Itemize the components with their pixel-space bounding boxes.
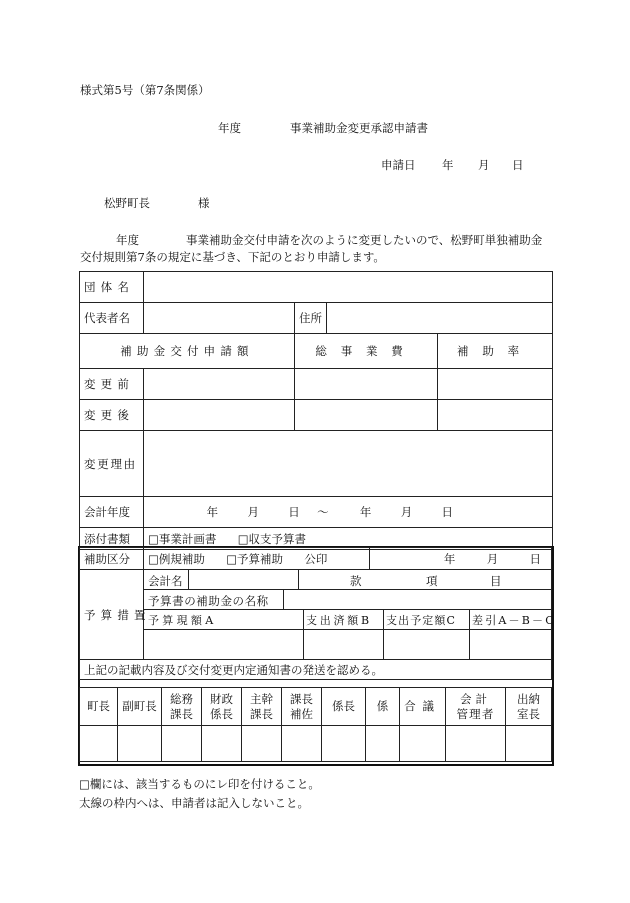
reason-field[interactable] — [144, 431, 553, 497]
fiscal-year-label: 会計年度 — [80, 497, 144, 528]
body-text-line1: 事業補助金交付申請を次のように変更したいので、松野町単独補助金 — [186, 233, 543, 247]
class-regular-checkbox[interactable]: □例規補助 — [148, 551, 205, 566]
kan-label: 款 — [350, 574, 362, 588]
row-after-label: 変更後 — [80, 400, 144, 431]
reason-label: 変更理由 — [80, 431, 144, 497]
stamp-deputy-mayor[interactable] — [118, 726, 162, 762]
before-grant-amount[interactable] — [144, 369, 295, 400]
stamp-staff[interactable] — [366, 726, 400, 762]
subsidy-class-label: 補助区分 — [80, 548, 144, 570]
approval-note: 上記の記載内容及び交付変更内定通知書の発送を認める。 — [80, 660, 552, 680]
spent-field[interactable] — [304, 630, 384, 660]
approver-finance: 財政 係長 — [202, 688, 242, 726]
note-checkbox: □欄には、該当するものにレ印を付けること。 — [79, 777, 320, 791]
public-seal-label: 公印 — [304, 551, 328, 566]
budget-measure-label: 予算措置 — [80, 570, 144, 660]
group-name-field[interactable] — [144, 272, 553, 303]
fy-month: 月 — [247, 505, 259, 519]
stamp-general-affairs[interactable] — [162, 726, 202, 762]
attachment-budget-checkbox[interactable]: □収支予算書 — [237, 531, 307, 546]
stamp-mayor[interactable] — [80, 726, 118, 762]
address-label: 住所 — [295, 303, 327, 334]
address-field[interactable] — [327, 303, 553, 334]
grant-name-label: 予算書の補助金の名称 — [148, 594, 269, 608]
document-title: 事業補助金変更承認申請書 — [290, 121, 428, 135]
before-total-cost[interactable] — [295, 369, 438, 400]
representative-label: 代表者名 — [80, 303, 144, 334]
approver-consultation: 合議 — [400, 688, 446, 726]
stamp-finance[interactable] — [202, 726, 242, 762]
seal-year: 年 — [443, 552, 456, 566]
fy-day-end: 日 — [441, 505, 454, 519]
office-use-table — [79, 547, 556, 680]
stamp-accounting[interactable] — [446, 726, 506, 762]
before-rate[interactable] — [438, 369, 553, 400]
stamp-consultation[interactable] — [400, 726, 446, 762]
fy-year-end: 年 — [359, 505, 372, 519]
apply-date-label: 申請日 — [381, 158, 416, 172]
col-grant-amount: 補助金交付申請額 — [80, 334, 295, 369]
title-year-label: 年度 — [218, 121, 241, 135]
approver-section-chief: 係長 — [322, 688, 366, 726]
body-text-line2: 交付規則第7条の規定に基づき、下記のとおり申請します。 — [80, 250, 385, 264]
approver-staff: 係 — [366, 688, 400, 726]
after-total-cost[interactable] — [295, 400, 438, 431]
spent-label: 支出済額B — [304, 610, 384, 630]
class-budget-checkbox[interactable]: □予算補助 — [226, 551, 284, 566]
fy-day: 日 — [288, 505, 300, 519]
apply-date-year: 年 — [442, 158, 454, 172]
col-total-cost: 総事業費 — [295, 334, 438, 369]
fiscal-year-field[interactable] — [144, 497, 553, 528]
representative-field[interactable] — [144, 303, 295, 334]
balance-field[interactable] — [470, 630, 552, 660]
stamp-assistant[interactable] — [282, 726, 322, 762]
planned-label: 支出予定額C — [384, 610, 470, 630]
apply-date-day: 日 — [512, 158, 524, 172]
approval-table — [79, 687, 552, 762]
stamp-treasury[interactable] — [506, 726, 552, 762]
seal-day: 日 — [529, 552, 542, 566]
approver-treasury: 出納 室長 — [506, 688, 552, 726]
body-year-label: 年度 — [116, 233, 139, 247]
approver-deputy-mayor: 副町長 — [118, 688, 162, 726]
approver-chief: 主幹 課長 — [242, 688, 282, 726]
row-before-label: 変更前 — [80, 369, 144, 400]
col-rate: 補助率 — [438, 334, 553, 369]
attachments-label: 添付書類 — [80, 528, 144, 550]
fy-month-end: 月 — [400, 505, 413, 519]
moku-label: 目 — [490, 574, 502, 588]
approver-general-affairs: 総務 課長 — [162, 688, 202, 726]
kou-label: 項 — [426, 574, 438, 588]
approver-mayor: 町長 — [80, 688, 118, 726]
attachment-plan-checkbox[interactable]: □事業計画書 — [148, 531, 217, 546]
fy-tilde: 〜 — [317, 505, 329, 519]
budget-current-field[interactable] — [144, 630, 304, 660]
account-name-label: 会計名 — [148, 574, 183, 588]
honorific: 様 — [198, 196, 210, 210]
after-rate[interactable] — [438, 400, 553, 431]
note-thick-frame: 太線の枠内へは、申請者は記入しないこと。 — [79, 796, 309, 810]
addressee: 松野町長 — [104, 196, 150, 210]
application-table — [79, 271, 553, 550]
fy-year: 年 — [206, 505, 219, 519]
stamp-section-chief[interactable] — [322, 726, 366, 762]
balance-label: 差引A－B－C — [470, 610, 552, 630]
approver-accounting: 会計 管理者 — [446, 688, 506, 726]
apply-date-month: 月 — [478, 158, 490, 172]
stamp-chief[interactable] — [242, 726, 282, 762]
form-number: 様式第5号（第7条関係） — [80, 83, 210, 97]
planned-field[interactable] — [384, 630, 470, 660]
approver-assistant: 課長 補佐 — [282, 688, 322, 726]
budget-current-label: 予算現額A — [144, 610, 304, 630]
after-grant-amount[interactable] — [144, 400, 295, 431]
group-name-label: 団体名 — [80, 272, 144, 303]
seal-month: 月 — [486, 552, 499, 566]
